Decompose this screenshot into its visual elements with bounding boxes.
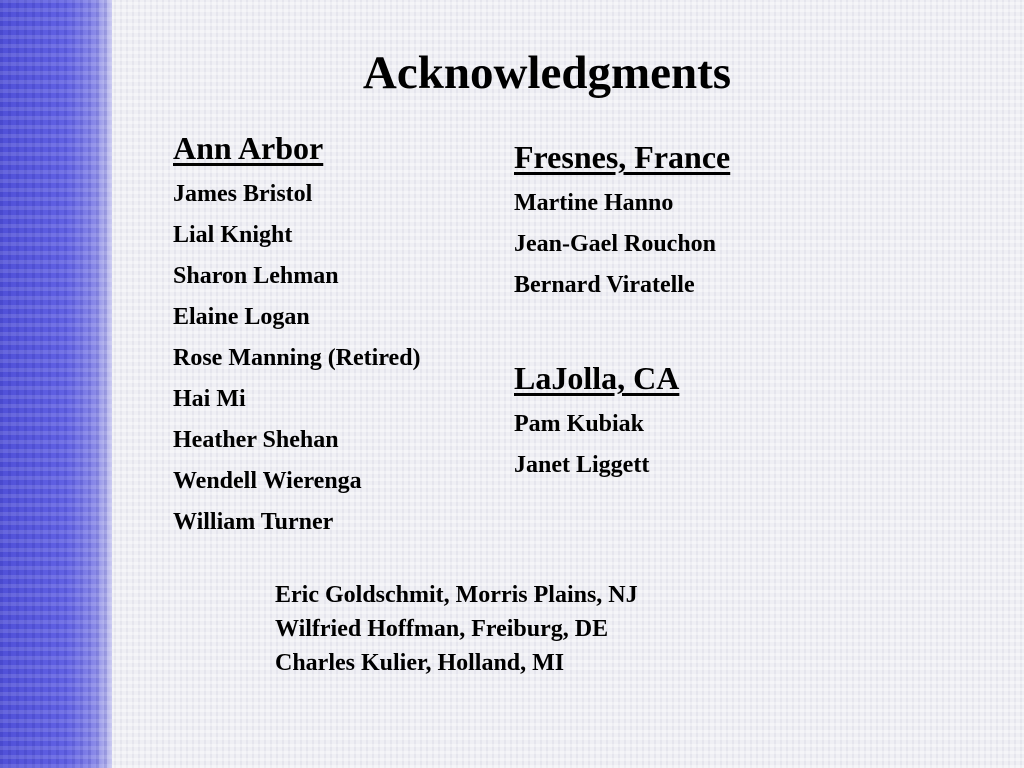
- name-item: Martine Hanno: [514, 190, 674, 216]
- group-ann-arbor: [173, 128, 421, 543]
- name-item: Jean-Gael Rouchon: [514, 231, 717, 257]
- contributor-line: Eric Goldschmit, Morris Plains, NJ: [275, 582, 638, 608]
- name-item: Hai Mi: [173, 386, 246, 412]
- contributor-line: Wilfried Hoffman, Freiburg, DE: [275, 616, 609, 642]
- contributor-line: Charles Kulier, Holland, MI: [275, 650, 565, 676]
- name-item: James Bristol: [173, 181, 313, 207]
- name-item: Pam Kubiak: [514, 411, 645, 437]
- name-item: Wendell Wierenga: [173, 468, 362, 494]
- name-item: Rose Manning (Retired): [173, 345, 421, 371]
- name-item: William Turner: [173, 509, 334, 535]
- other-contributors: [275, 578, 638, 680]
- name-item: Sharon Lehman: [173, 263, 339, 289]
- name-item: Elaine Logan: [173, 304, 310, 330]
- group-heading-fresnes: Fresnes, France: [514, 139, 731, 175]
- group-fresnes: [514, 137, 730, 306]
- name-item: Heather Shehan: [173, 427, 339, 453]
- group-heading-lajolla: LaJolla, CA: [514, 360, 680, 396]
- name-item: Lial Knight: [173, 222, 293, 248]
- name-item: Janet Liggett: [514, 452, 650, 478]
- decorative-side-band: [0, 0, 112, 768]
- group-lajolla: [514, 358, 679, 486]
- name-item: Bernard Viratelle: [514, 272, 695, 298]
- slide-title: Acknowledgments: [362, 47, 732, 99]
- group-heading-ann-arbor: Ann Arbor: [173, 130, 324, 166]
